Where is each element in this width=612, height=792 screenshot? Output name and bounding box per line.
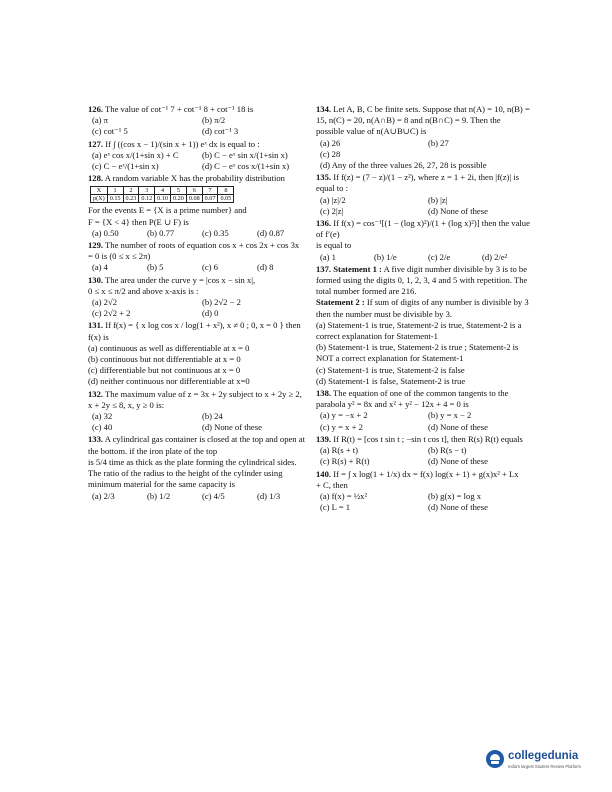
logo-name: collegedunia [508,750,579,762]
options [88,343,306,388]
question-text: The equation of one of the common tangents to the parabola y² = 8x and x² + y² − 12x + 4 = 0 is [316,388,509,410]
option-c: (c) 2|z| [320,205,344,216]
question-number: 139. [316,433,332,444]
option-a: (a) 2√2 [92,297,117,308]
option-c: (c) 2/e [428,251,451,262]
option-b: (b) 1/e [374,251,397,262]
options [320,491,530,513]
table-cell: 0.07 [202,195,218,203]
question-number: 132. [88,388,104,399]
options [92,262,306,273]
option-d: (d) 1/3 [257,490,281,501]
question-number: 126. [88,104,104,114]
table-row-x [91,187,234,195]
question-number: 131. [88,320,104,331]
question-129 [88,240,306,274]
question-140 [316,469,530,514]
options [92,228,306,239]
option-b: (b) Statement-1 is true, Statement-2 is true ; Statement-2 is NOT a correct explanation for Statement-1 [316,342,519,364]
options [320,410,530,432]
question-139 [316,434,530,468]
table-cell: 8 [218,187,234,195]
statement-2-label: Statement 2 : [316,297,365,308]
option-d: (d) C − eˣ cos x/(1+sin x) [202,161,290,172]
options [320,195,530,217]
question-128 [88,173,306,239]
question-text: If f(x) = cos⁻¹[(1 − (log x)²)/(1 + (log x)²)] then the value of f′(e) [316,218,530,240]
option-b: (b) 0.77 [147,227,175,238]
question-127 [88,139,306,173]
question-text: Let A, B, C be finite sets. Suppose that n(A) = 10, n(B) = 15, n(C) = 20, n(A∩B) = 8 and n(B∩C) = 9. Then the possible value of n(A∪B∪C) is [316,104,530,137]
option-c: (c) y = x + 2 [320,421,363,432]
table-cell: 3 [139,187,155,195]
question-number: 134. [316,104,332,114]
option-b: (b) π/2 [202,115,226,126]
option-a: (a) y = −x + 2 [320,410,368,421]
question-text: If f(x) = { x log cos x / log(1 + x²), x ≠ 0 ; 0, x = 0 } then f(x) is [88,320,301,342]
option-d: (d) neither continuous nor differentiable at x=0 [88,376,250,387]
question-text-line: 0 ≤ x ≤ π/2 and above x-axis is : [88,285,199,296]
option-b: (b) 5 [147,262,164,273]
question-number: 140. [316,468,332,479]
option-b: (b) 1/2 [147,490,171,501]
question-text: A random variable X has the probability distribution [104,173,285,184]
table-cell: 0.05 [218,195,234,203]
options [320,138,530,160]
table-row-p [91,195,234,203]
table-cell: 2 [123,187,139,195]
option-a: (a) eˣ cos x/(1+sin x) + C [92,149,179,160]
table-cell: 6 [186,187,202,195]
option-b: (b) y = x − 2 [428,410,472,421]
option-d: (d) None of these [428,421,488,432]
table-cell: 7 [202,187,218,195]
option-b: (b) 24 [202,411,223,422]
question-132 [88,389,306,434]
question-130 [88,275,306,320]
probability-table [90,186,234,203]
option-c: (c) 6 [202,262,218,273]
options [92,297,306,319]
option-b: (b) C − eˣ sin x/(1+sin x) [202,149,288,160]
question-text: If ∫ ((cos x − 1)/(sin x + 1)) eˣ dx is equal to : [105,138,260,149]
question-text-line: + C, then [316,479,348,490]
option-c: (c) 40 [92,422,113,433]
option-d: (d) None of these [202,422,262,433]
option-d: (d) None of these [428,456,488,467]
question-text-line: For the events E = {X is a prime number} and [88,205,247,216]
option-d: (d) None of these [428,502,488,513]
question-text: The area under the curve y = |cos x − sin x|, [105,274,256,285]
question-number: 138. [316,388,332,399]
option-a: (a) f(x) = ½x² [320,490,368,501]
collegedunia-logo [486,748,598,772]
table-cell: 0.15 [107,195,123,203]
question-131 [88,320,306,387]
question-number: 137. [316,263,332,274]
question-text: A cylindrical gas container is closed at the top and open at the bottom. if the iron plate of the top [88,434,305,456]
question-number: 133. [88,434,104,445]
option-a: (a) 26 [320,137,341,148]
option-d: (d) None of these [428,205,488,216]
options [92,150,306,172]
question-number: 127. [88,138,104,149]
option-d: (d) Statement-1 is false, Statement-2 is true [316,375,466,386]
table-cell: 5 [171,187,187,195]
option-a: (a) 0.50 [92,227,119,238]
option-d: (d) 0 [202,308,219,319]
question-134 [316,104,530,171]
option-d: (d) 0.87 [257,227,285,238]
options [92,491,306,502]
option-b: (b) 2√2 − 2 [202,297,241,308]
option-a: (a) R(s + t) [320,445,359,456]
question-number: 129. [88,240,104,251]
option-d: (d) 8 [257,262,274,273]
option-a: (a) 32 [92,411,113,422]
question-text: If = ∫ x log(1 + 1/x) dx = f(x) log(x + 1) + g(x)x² + Lx [333,468,519,479]
question-number: 130. [88,274,104,285]
table-cell: 1 [107,187,123,195]
question-133 [88,434,306,501]
question-text: The value of cot⁻¹ 7 + cot⁻¹ 8 + cot⁻¹ 18 is [105,104,254,114]
left-column [88,104,306,503]
question-126 [88,104,306,138]
option-b: (b) g(x) = log x [428,490,482,501]
option-d: (d) Any of the three values 26, 27, 28 is possible [320,160,487,171]
options [316,320,530,387]
question-text: The maximum value of z = 3x + 2y subject to x + 2y ≥ 2, x + 2y ≤ 8, x, y ≥ 0 is: [88,388,302,410]
option-c: (c) 2√2 + 2 [92,308,131,319]
option-b: (b) continuous but not differentiable at x = 0 [88,354,241,365]
option-b: (b) 27 [428,137,449,148]
statement-1-label: Statement 1 : [333,263,382,274]
options [320,445,530,467]
question-137 [316,264,530,387]
option-c: (c) L = 1 [320,502,351,513]
option-a: (a) continuous as well as differentiable at x = 0 [88,342,250,353]
options [92,411,306,433]
option-a: (a) |z|/2 [320,194,346,205]
options [320,252,530,263]
table-cell: 0.20 [171,195,187,203]
question-text-line: F = {X < 4} then P(E ∪ F) is [88,216,189,227]
question-number: 136. [316,218,332,229]
statement-2-text: If sum of digits of any number is divisible by 3 then the number must be divisible by 3. [316,297,529,319]
option-a: (a) 4 [92,262,108,273]
option-b: (b) |z| [428,194,448,205]
option-a: (a) 2/3 [92,490,115,501]
question-text-line: is equal to [316,240,352,251]
right-column [316,104,530,514]
question-135 [316,172,530,217]
option-c: (c) 4/5 [202,490,225,501]
question-text: If f(z) = (7 − z)/(1 − z²), where z = 1 + 2i, then |f(z)| is equal to : [316,172,520,194]
question-138 [316,388,530,433]
logo-tagline: India's largest Student Review Platform [508,764,581,769]
question-number: 128. [88,173,104,184]
table-header-p: p(X) [91,195,108,203]
table-cell: 4 [155,187,171,195]
option-c: (c) 28 [320,148,341,159]
table-header-x: X [91,187,108,195]
statement-1-text: A five digit number divisible by 3 is to be formed using the digits 0, 1, 2, 3, 4 and 5 with repetition. The total number formed are 216. [316,263,528,297]
option-b: (b) R(s − t) [428,445,467,456]
option-a: (a) 1 [320,251,336,262]
options [92,115,306,137]
option-c: (c) Statement-1 is true, Statement-2 is false [316,364,465,375]
option-c: (c) 0.35 [202,227,229,238]
option-c: (c) C − eˣ/(1+sin x) [92,161,159,172]
graduate-mascot-icon [486,750,504,768]
option-d: (d) cot⁻¹ 3 [202,126,239,137]
table-cell: 0.12 [139,195,155,203]
option-c: (c) cot⁻¹ 5 [92,126,128,137]
option-d: (d) 2/e² [482,251,508,262]
option-c: (c) differentiable but not continuous at x = 0 [88,365,241,376]
option-a: (a) π [92,115,109,126]
option-a: (a) Statement-1 is true, Statement-2 is true, Statement-2 is a correct explanation for Statement-1 [316,319,522,342]
question-text: If R(t) = [cos t sin t ; −sin t cos t], then R(s) R(t) equals [333,433,523,444]
table-cell: 0.23 [123,195,139,203]
table-cell: 0.08 [186,195,202,203]
question-text: The number of roots of equation cos x + cos 2x + cos 3x = 0 is (0 ≤ x ≤ 2π) [88,240,300,262]
question-text-line: is 5/4 time as thick as the plate forming the cylindrical sides. The ratio of the radius to the height of the cylinder using minimum material for the same capacity is [88,456,297,490]
table-cell: 0.10 [155,195,171,203]
option-c: (c) R(s) + R(t) [320,456,370,467]
question-136 [316,218,530,263]
question-number: 135. [316,172,332,183]
